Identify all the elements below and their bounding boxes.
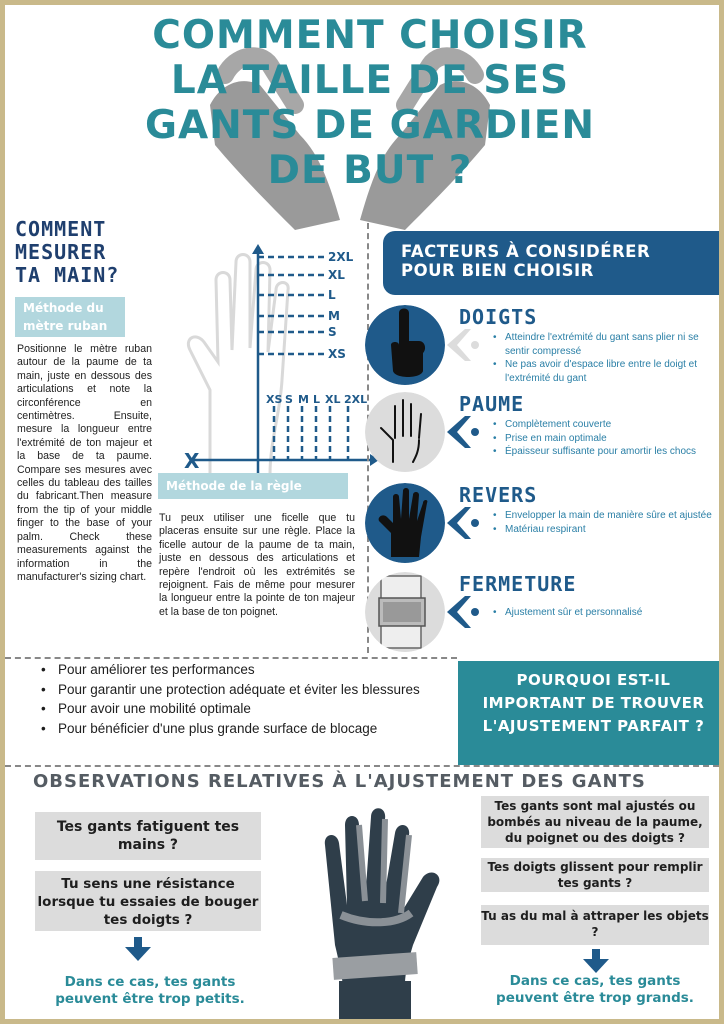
measure-heading [15,218,135,287]
factor-list-revers [493,509,724,536]
back-of-hand-icon [365,483,445,563]
why-box [458,661,724,765]
observation-small-2: Tu sens une résistance lorsque tu essaies de bouger tes doigts ? [35,871,261,931]
chevron-left-icon [443,325,483,365]
factor-title-revers: REVERS [459,483,538,507]
hsize-label-l: L [313,393,321,406]
conclusion-too-small: Dans ce cas, tes gants peuvent être trop petits. [55,974,245,1007]
hsize-label-xl: XL [325,393,341,406]
hsize-label-2xl: 2XL [344,393,368,406]
wrist-strap-icon [365,572,445,652]
chevron-left-icon [443,503,483,543]
method-tape-label: Méthode du mètre ruban [15,297,125,337]
hand-size-diagram [170,240,380,480]
open-palm-icon [365,392,445,472]
factors-banner-line-1: FACTEURS À CONSIDÉRER [401,242,651,261]
factor-title-doigts: DOIGTS [459,305,538,329]
list-item: • Atteindre l'extrémité du gant sans plier ni se sentir compressé [493,331,724,358]
pointing-finger-icon [365,305,445,385]
title-line-4: DE BUT ? [267,148,473,193]
why-box-line-2: IMPORTANT DE TROUVER [482,694,705,712]
factor-title-paume: PAUME [459,392,525,416]
factor-list-paume [493,418,724,459]
method-ruler-label: Méthode de la règle [158,473,348,499]
list-item: • Ajustement sûr et personnalisé [493,606,724,620]
observation-large-2: Tes doigts glissent pour remplir tes gants ? [481,858,709,892]
list-item: • Complètement couverte [493,418,724,432]
why-box-line-1: POURQUOI EST-IL [516,671,671,689]
dashed-separator [5,657,457,659]
list-item: • Prise en main optimale [493,432,724,446]
chevron-left-icon [443,412,483,452]
size-label-xs: XS [328,347,346,361]
hsize-label-xs: XS [266,393,283,406]
list-item: • Matériau respirant [493,523,724,537]
observation-small-1: Tes gants fatiguent tes mains ? [35,812,261,860]
dashed-separator [5,765,724,767]
conclusion-too-large: Dans ce cas, tes gants peuvent être trop grands. [496,973,694,1006]
observations-title: OBSERVATIONS RELATIVES À L'AJUSTEMENT DES GANTS [33,771,646,792]
list-item: • Épaisseur suffisante pour amortir les chocs [493,445,724,459]
x-marker: X [184,449,200,473]
hsize-label-m: M [298,393,309,406]
title-line-1: COMMENT CHOISIR [152,13,588,58]
measure-heading-line-3: TA MAIN? [15,263,120,287]
title-line-3: GANTS DE GARDIEN [144,103,596,148]
arrow-down-icon [583,949,609,973]
why-list [41,660,441,738]
page-title [45,13,695,193]
factor-title-fermeture: FERMETURE [459,572,577,596]
size-label-m: M [328,309,340,323]
list-item: • Envelopper la main de manière sûre et ajustée [493,509,724,523]
factor-list-doigts [493,331,724,385]
factor-paume [365,392,724,477]
list-item: • Pour bénéficier d'une plus grande surface de blocage [41,719,441,739]
size-label-s: S [328,325,337,339]
hsize-label-s: S [285,393,293,406]
list-item: • Pour améliorer tes performances [41,660,441,680]
observation-large-1: Tes gants sont mal ajustés ou bombés au niveau de la paume, du poignet ou des doigts ? [481,796,709,848]
list-item: • Pour avoir une mobilité optimale [41,699,441,719]
factor-doigts [365,305,724,390]
factor-fermeture [365,572,724,657]
title-line-2: LA TAILLE DE SES [170,58,570,103]
method-tape-text: Positionne le mètre ruban autour de la paume de ta main, juste en dessous des articulations et note la circonférence en centimètres. Ensuite, mesure la longueur entre l'extrémité de ton majeur et la base de ta paume. Compare ses mesures avec celles du tableau des tailles du fabricant.Then measure from the tip of your middle finger to the base of your palm. Check these measurements against the information in the manufacturer's sizing chart. [17,343,152,583]
chevron-left-icon [443,592,483,632]
factor-revers [365,483,724,568]
glove-illustration [295,805,465,1024]
size-label-l: L [328,288,336,302]
size-label-2xl: 2XL [328,250,354,264]
why-box-line-3: L'AJUSTEMENT PARFAIT ? [482,717,705,735]
factors-banner-line-2: POUR BIEN CHOISIR [401,261,594,280]
measure-heading-line-1: COMMENT [15,217,107,241]
method-ruler-text: Tu peux utiliser une ficelle que tu placeras ensuite sur une règle. Place la ficelle autour de la paume de ta main, juste en dessous des articulations et repère l'endroit où les extrémités se rejoignent. Fais de même pour mesurer la longueur entre la pointe de ton majeur et la base de ton poignet. [159,512,355,618]
factors-banner [383,231,724,295]
list-item: • Ne pas avoir d'espace libre entre le doigt et l'extrémité du gant [493,358,724,385]
arrow-down-icon [125,937,151,961]
size-label-xl: XL [328,268,345,282]
factor-list-fermeture [493,606,724,620]
measure-heading-line-2: MESURER [15,240,107,264]
list-item: • Pour garantir une protection adéquate et éviter les blessures [41,680,441,700]
observation-large-3: Tu as du mal à attraper les objets ? [481,905,709,945]
